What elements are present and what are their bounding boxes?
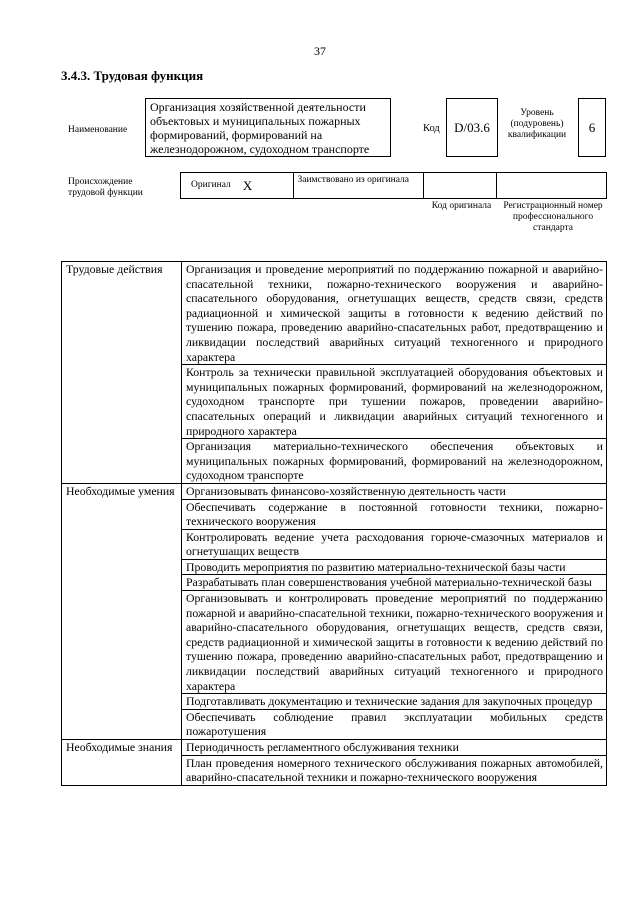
function-name: Организация хозяйственной деятельности объектовых и муниципальных пожарных формирований, формирований на железнодорожном, судоходном транспорте <box>150 100 370 156</box>
origin-row <box>180 172 607 199</box>
item-cell: Обеспечивать содержание в постоянной готовности техники, пожарно-технического вооружения <box>182 499 607 529</box>
origin-label: Происхождение трудовой функции <box>68 177 143 198</box>
original-cell <box>181 173 294 198</box>
registration-number-caption: Регистрационный номер профессионального стандарта <box>503 201 603 233</box>
function-name-box <box>145 98 391 157</box>
original-label: Оригинал <box>191 180 231 190</box>
category-cell: Необходимые умения <box>62 483 182 739</box>
item-cell: Контролировать ведение учета расходования горюче-смазочных материалов и огнетушащих веществ <box>182 529 607 559</box>
item-cell: Разрабатывать план совершенствования учебной материально-технической базы <box>182 575 607 591</box>
function-details-table <box>61 261 607 786</box>
item-cell: Организовывать финансово-хозяйственную деятельность части <box>182 483 607 499</box>
item-cell: Проводить мероприятия по развитию материально-технической базы части <box>182 559 607 575</box>
original-mark: X <box>242 178 253 193</box>
item-cell: Организация материально-технического обеспечения объектовых и муниципальных пожарных формирований, формирований на железнодорожном, судоходном транспорте <box>182 439 607 484</box>
code-original-caption: Код оригинала <box>431 201 492 211</box>
registration-number-cell <box>497 173 606 198</box>
code-value: D/03.6 <box>454 119 490 135</box>
item-cell: Организация и проведение мероприятий по поддержанию пожарной и аварийно-спасательной техники, пожарно-технического вооружения и аварийно-спасательного оборудования, огнетушащих веществ, средств связи, средств радиационной и химической защиты в готовности к ведению действий по тушению пожара, проведению аварийно-спасательных работ, предотвращению и ликвидации последствий аварийных ситуаций техногенного и природного характера <box>182 262 607 365</box>
table-row <box>62 483 607 499</box>
borrowed-label: Заимствовано из оригинала <box>297 175 410 185</box>
section-title: 3.4.3. Трудовая функция <box>61 68 204 83</box>
code-label: Код <box>423 123 440 134</box>
table-row <box>62 262 607 365</box>
category-cell: Необходимые знания <box>62 740 182 786</box>
code-original-cell <box>424 173 497 198</box>
table-row <box>62 740 607 756</box>
code-box <box>446 98 498 157</box>
item-cell: Подготавливать документацию и технические задания для закупочных процедур <box>182 694 607 710</box>
level-value: 6 <box>588 119 596 135</box>
item-cell: Контроль за технически правильной эксплуатацией оборудования объектовых и муниципальных пожарных формирований, формирований на железнодорожном, судоходном транспорте при тушении пожаров, проведении аварийно-спасательных операций и ликвидации аварийных ситуаций техногенного и природного характера <box>182 365 607 439</box>
borrowed-cell <box>294 173 424 198</box>
item-cell: План проведения номерного технического обслуживания пожарных автомобилей, аварийно-спасательной техники и пожарно-технического вооружения <box>182 755 607 785</box>
item-cell: Обеспечивать соблюдение правил эксплуатации мобильных средств пожаротушения <box>182 709 607 739</box>
category-cell: Трудовые действия <box>62 262 182 484</box>
item-cell: Организовывать и контролировать проведение мероприятий по поддержанию пожарной и аварийно-спасательной техники, пожарно-технического вооружения и аварийно-спасательного оборудования, огнетушащих веществ, средств связи, средств радиационной и химической защиты в готовности к ведению действий по тушению пожара, проведению аварийно-спасательных работ, предотвращению и ликвидации последствий аварийных ситуаций техногенного и природного характера <box>182 591 607 694</box>
level-box <box>578 98 606 157</box>
name-label: Наименование <box>68 125 128 135</box>
level-label: Уровень (подуровень) квалификации <box>507 108 567 140</box>
page-number: 37 <box>314 44 326 58</box>
item-cell: Периодичность регламентного обслуживания техники <box>182 740 607 756</box>
